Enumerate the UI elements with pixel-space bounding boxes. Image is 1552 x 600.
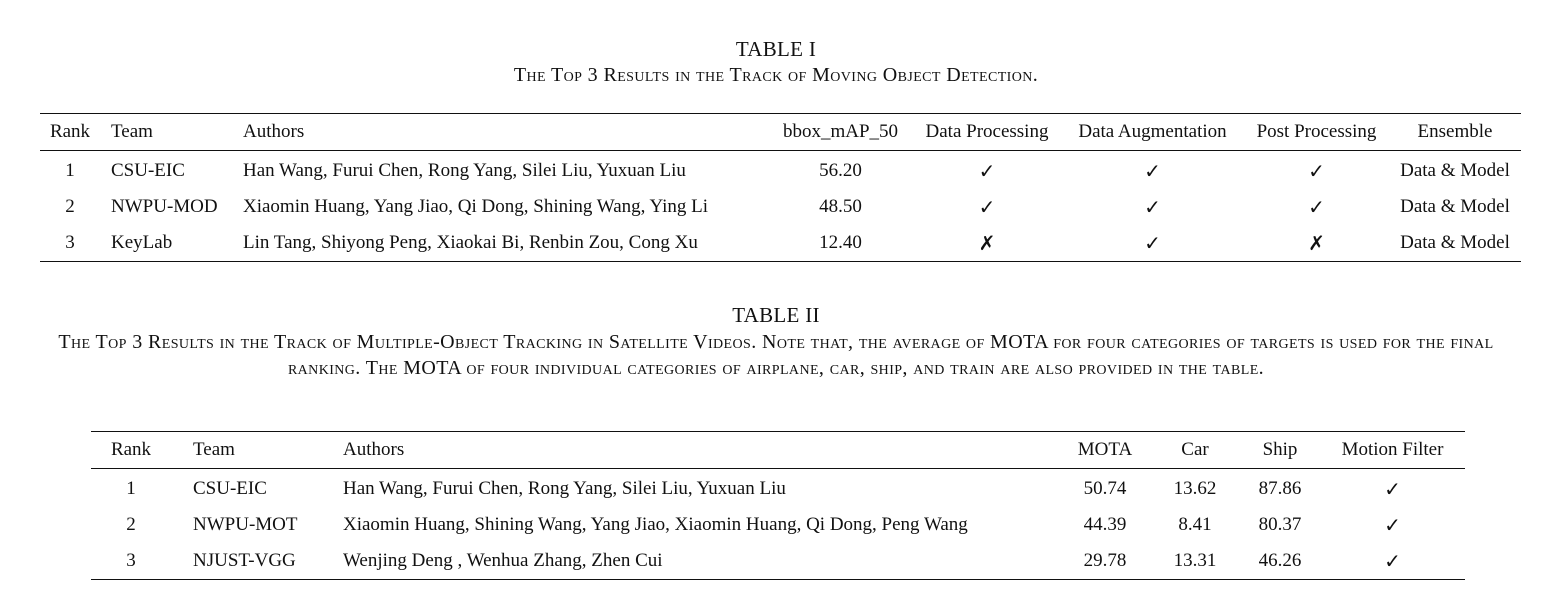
table2-caption: The Top 3 Results in the Track of Multiple-Object Tracking in Satellite Videos. Note that, the average of MOTA for four categories of targets is used for the final ranking. The MOTA of four individual categories of airplane, car, ship, and train are also provided in the table. [58,331,1494,379]
table-row [91,507,1465,543]
table1-cell-authors: Xiaomin Huang, Yang Jiao, Qi Dong, Shining Wang, Ying Li [243,196,709,217]
table-row [40,151,1521,190]
table1-header-row [40,114,1521,151]
table2-cell-rank: 1 [126,478,136,499]
table-row [40,189,1521,225]
table2-cell-team: NJUST-VGG [193,550,296,571]
table2-cell-authors: Wenjing Deng , Wenhua Zhang, Zhen Cui [343,550,663,571]
table1-cell-team: NWPU-MOD [111,196,218,217]
table1-caption: The Top 3 Results in the Track of Moving Object Detection. [513,64,1039,86]
table-row [91,469,1465,508]
table2-cell-ship: 87.86 [1258,478,1302,499]
table1-cell-bbox-map: 12.40 [819,232,862,253]
table1-header-authors: Authors [243,121,305,142]
table2-header-car: Car [1181,439,1209,460]
table1-header-ensemble: Ensemble [1417,121,1493,142]
table2-cell-team: CSU-EIC [193,478,267,499]
table2-cell-mota: 44.39 [1083,514,1127,535]
table2-cell-motion-filter: ✓ [1384,549,1401,573]
table1-header-bbox-map: bbox_mAP_50 [782,121,899,142]
table1-cell-post-processing: ✗ [1308,231,1325,255]
table1-header-data-processing: Data Processing [925,121,1049,142]
table2-cell-team: NWPU-MOT [193,514,298,535]
table1-cell-data-augmentation: ✓ [1144,159,1161,183]
table-row [40,225,1521,262]
table1-cell-rank: 1 [65,160,75,181]
table-row [91,543,1465,580]
table1 [40,113,1521,262]
table2-cell-motion-filter: ✓ [1384,513,1401,537]
table1-cell-rank: 3 [65,232,75,253]
table1-cell-data-processing: ✓ [978,195,996,219]
table2-cell-rank: 2 [126,514,136,535]
table2-cell-car: 13.31 [1173,550,1217,571]
table2-cell-mota: 29.78 [1083,550,1127,571]
table1-header-rank: Rank [49,121,91,142]
table2-cell-ship: 46.26 [1258,550,1302,571]
table1-cell-bbox-map: 56.20 [819,160,862,181]
table1-cell-ensemble: Data & Model [1400,196,1510,217]
table1-cell-team: KeyLab [111,232,173,253]
table1-cell-data-augmentation: ✓ [1144,195,1161,219]
table1-cell-bbox-map: 48.50 [819,196,862,217]
table1-cell-ensemble: Data & Model [1400,232,1510,253]
table2-header-motion-filter: Motion Filter [1341,439,1444,460]
table1-cell-data-processing: ✗ [978,231,996,255]
table1-cell-data-augmentation: ✓ [1144,231,1161,255]
table2-cell-mota: 50.74 [1083,478,1127,499]
table1-cell-data-processing: ✓ [978,159,996,183]
table2-header-row [91,432,1465,469]
table2-cell-ship: 80.37 [1258,514,1302,535]
table1-cell-ensemble: Data & Model [1400,160,1510,181]
table1-cell-rank: 2 [65,196,75,217]
table1-label: TABLE I [735,37,817,61]
table2-header-mota: MOTA [1077,439,1133,460]
table2-header-authors: Authors [343,439,405,460]
table1-header-team: Team [111,121,153,142]
table2-header-ship: Ship [1262,439,1298,460]
table2-cell-car: 13.62 [1173,478,1217,499]
table2-label: TABLE II [732,303,820,327]
table2-header-team: Team [193,439,235,460]
table2-cell-motion-filter: ✓ [1384,477,1401,501]
table1-cell-post-processing: ✓ [1308,159,1325,183]
table2-cell-authors: Xiaomin Huang, Shining Wang, Yang Jiao, Xiaomin Huang, Qi Dong, Peng Wang [343,514,968,535]
table2 [91,431,1465,580]
table2-cell-rank: 3 [126,550,136,571]
table2-cell-authors: Han Wang, Furui Chen, Rong Yang, Silei Liu, Yuxuan Liu [343,478,786,499]
table1-cell-authors: Han Wang, Furui Chen, Rong Yang, Silei Liu, Yuxuan Liu [243,160,686,181]
table1-header-post-processing: Post Processing [1256,121,1377,142]
table2-cell-car: 8.41 [1178,514,1212,535]
table1-cell-post-processing: ✓ [1308,195,1325,219]
table2-header-rank: Rank [110,439,152,460]
table1-cell-team: CSU-EIC [111,160,185,181]
table1-header-data-augmentation: Data Augmentation [1078,121,1227,142]
table1-cell-authors: Lin Tang, Shiyong Peng, Xiaokai Bi, Renbin Zou, Cong Xu [243,232,698,253]
